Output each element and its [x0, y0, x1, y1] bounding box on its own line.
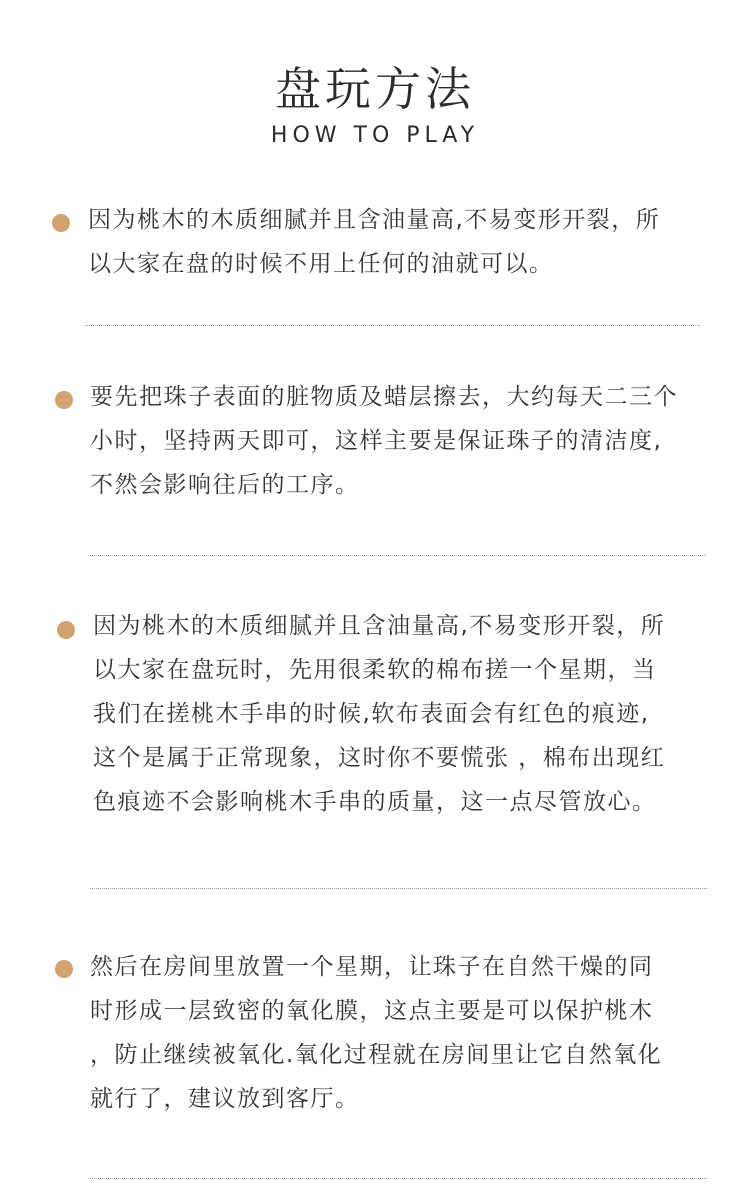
bullet-dot-icon: [52, 214, 70, 232]
page-subtitle: HOW TO PLAY: [270, 123, 480, 148]
paragraph-4: [90, 945, 662, 1121]
paragraph-2: [90, 375, 678, 507]
dotted-divider: [85, 325, 700, 326]
page-title: 盘玩方法: [275, 62, 475, 116]
paragraph-line: 色痕迹不会影响桃木手串的质量，这一点尽管放心。: [93, 789, 657, 815]
paragraph-line: 以大家在盘玩时，先用很柔软的棉布搓一个星期，当: [93, 657, 657, 683]
paragraph-line: 因为桃木的木质细腻并且含油量高,不易变形开裂，所: [88, 207, 661, 233]
bullet-dot-icon: [55, 960, 73, 978]
dotted-divider: [88, 555, 705, 556]
paragraph-line: 我们在搓桃木手串的时候,软布表面会有红色的痕迹,: [93, 701, 650, 727]
dotted-divider: [90, 1178, 707, 1179]
paragraph-1: [88, 198, 660, 286]
paragraph-line: 然后在房间里放置一个星期，让珠子在自然干燥的同: [90, 954, 654, 980]
paragraph-line: 小时，坚持两天即可，这样主要是保证珠子的清洁度,: [90, 428, 663, 454]
paragraph-line: 时形成一层致密的氧化膜，这点主要是可以保护桃木: [90, 998, 654, 1024]
bullet-dot-icon: [55, 391, 73, 409]
paragraph-line: 不然会影响往后的工序。: [90, 472, 360, 498]
dotted-divider: [90, 888, 707, 889]
bullet-dot-icon: [57, 621, 75, 639]
paragraph-line: 因为桃木的木质细腻并且含油量高,不易变形开裂，所: [93, 613, 666, 639]
paragraph-line: 就行了，建议放到客厅。: [90, 1086, 360, 1112]
paragraph-line: 要先把珠子表面的脏物质及蜡层擦去，大约每天二三个: [90, 384, 678, 410]
paragraph-line: 以大家在盘的时候不用上任何的油就可以。: [88, 251, 554, 277]
paragraph-line: ，防止继续被氧化.氧化过程就在房间里让它自然氧化: [90, 1042, 663, 1068]
paragraph-3: [93, 604, 665, 824]
paragraph-line: 这个是属于正常现象，这时你不要慌张 ，棉布出现红: [93, 745, 666, 771]
